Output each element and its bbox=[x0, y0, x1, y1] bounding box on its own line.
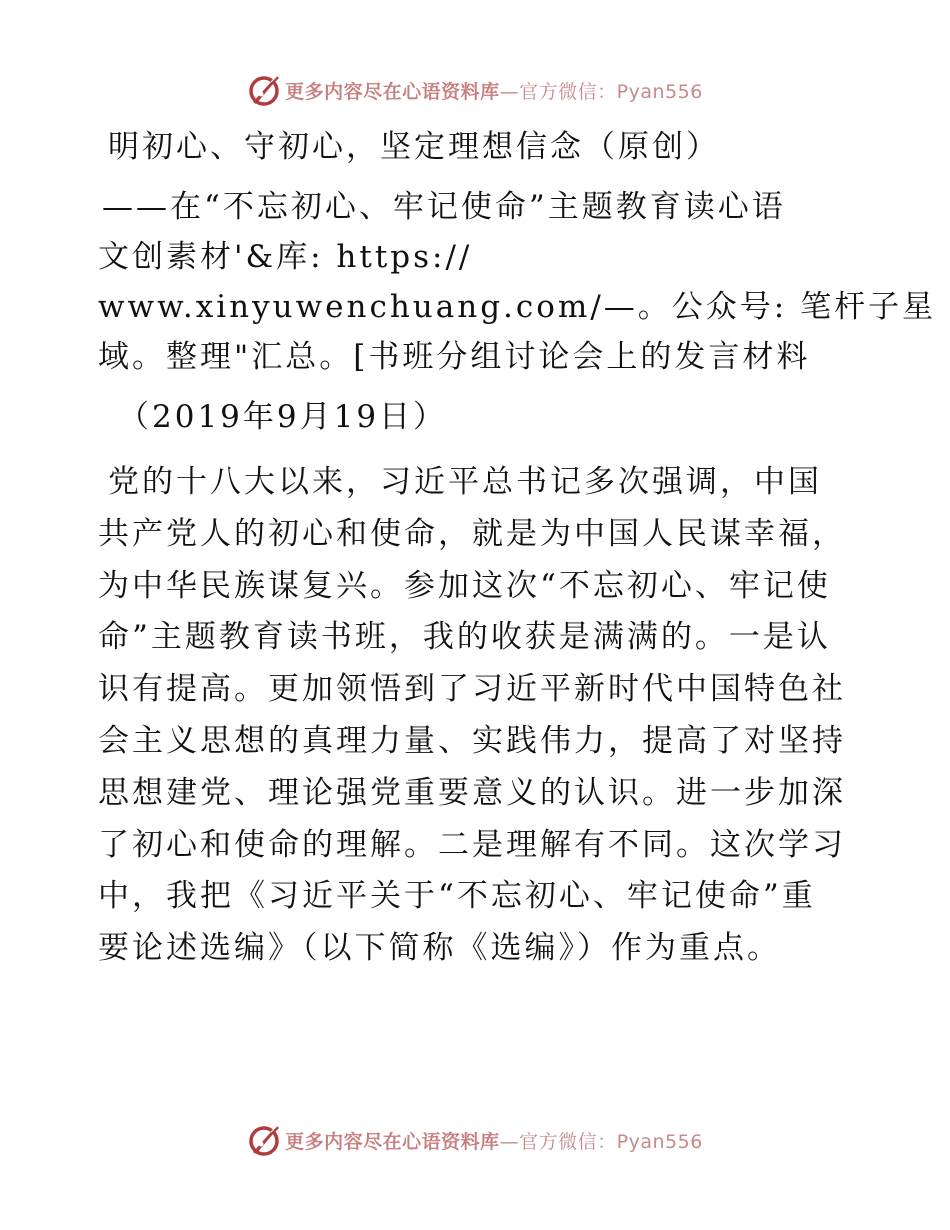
body-paragraph bbox=[98, 457, 858, 975]
paragraph-line: 思想建党、理论强党重要意义的认识。进一步加深 bbox=[98, 774, 846, 811]
paragraph-line: 为中华民族谋复兴。参加这次“不忘初心、牢记使 bbox=[98, 567, 831, 604]
paragraph-line: 命”主题教育读书班，我的收获是满满的。一是认 bbox=[98, 619, 831, 656]
document-title: 明初心、守初心，坚定理想信念（原创） bbox=[108, 129, 720, 165]
subtitle-line: 域。整理"汇总。[书班分组讨论会上的发言材料 bbox=[98, 339, 811, 375]
subtitle-line: ——在“不忘初心、牢记使命”主题教育读心语 bbox=[102, 189, 786, 225]
document-subtitle bbox=[98, 182, 937, 382]
pen-nib-logo-icon bbox=[247, 72, 283, 108]
subtitle-line: www.xinyuwenchuang.com/—。公众号: 笔杆子星 bbox=[98, 289, 937, 325]
paragraph-line: 识有提高。更加领悟到了习近平新时代中国特色社 bbox=[98, 671, 846, 708]
paragraph-line: 中，我把《习近平关于“不忘初心、牢记使命”重 bbox=[98, 878, 816, 915]
paragraph-line: 党的十八大以来，习近平总书记多次强调，中国 bbox=[108, 464, 822, 500]
paragraph-line: 要论述选编》（以下简称《选编》）作为重点。 bbox=[98, 930, 781, 967]
document-date: （2019年9月19日） bbox=[118, 399, 448, 435]
pen-nib-logo-icon bbox=[247, 1122, 283, 1158]
header-watermark-banner bbox=[0, 70, 950, 110]
paragraph-line: 会主义思想的真理力量、实践伟力，提高了对坚持 bbox=[98, 722, 846, 759]
watermark-text: 更多内容尽在心语资料库—官方微信：Pyan556 bbox=[285, 80, 703, 103]
document-body bbox=[98, 122, 937, 975]
paragraph-line: 共产党人的初心和使命，就是为中国人民谋幸福， bbox=[98, 515, 846, 552]
paragraph-line: 了初心和使命的理解。二是理解有不同。这次学习 bbox=[98, 826, 846, 863]
footer-watermark-banner bbox=[0, 1120, 950, 1160]
subtitle-line: 文创素材'&库: https:// bbox=[98, 239, 473, 275]
watermark-text: 更多内容尽在心语资料库—官方微信：Pyan556 bbox=[285, 1130, 703, 1153]
